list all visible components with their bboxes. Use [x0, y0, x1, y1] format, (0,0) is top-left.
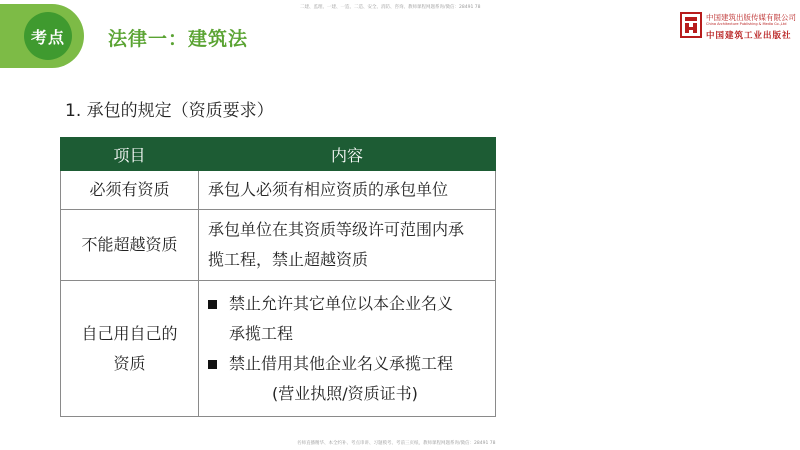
square-bullet-icon: [208, 300, 217, 309]
bullet-text: 禁止借用其他企业名义承揽工程: [229, 353, 454, 373]
content-line: 承包单位在其资质等级许可范围内承: [208, 220, 465, 239]
bottom-watermark: 名师直播精华、本全约补、考点串讲、习题模考、考前三页纸，教师课程网题系询/微信：28491 78: [297, 441, 496, 446]
bullet-note: (营业执照/资质证书): [272, 383, 418, 403]
page-title: 法律一：建筑法: [108, 28, 249, 50]
publisher-name: 中国建筑工业出版社: [706, 31, 792, 41]
column-header-content: 内容: [199, 138, 496, 171]
section-heading: 1. 承包的规定（资质要求）: [65, 101, 274, 121]
bullet-item: [208, 289, 487, 319]
publisher-name-cn: 中国建筑出版传媒有限公司: [706, 13, 796, 22]
table-cell-content: 承包人必须有相应资质的承包单位: [199, 171, 496, 210]
table-row: [61, 171, 496, 210]
table-cell-content: [199, 281, 496, 417]
content-line: 揽工程，禁止超越资质: [208, 250, 369, 269]
bullet-continuation: 承揽工程: [229, 323, 294, 343]
square-bullet-icon: [208, 360, 217, 369]
table-cell-item: 不能超越资质: [61, 210, 199, 281]
top-watermark: 二建、监理、一建、一造、二造、安全、消防、咨询、教师课程网题系询/微信：28491 78: [300, 5, 481, 10]
table-row: [61, 281, 496, 417]
table-cell-item: [61, 281, 199, 417]
item-line: 自己用自己的: [81, 323, 178, 343]
column-header-item: 项目: [61, 138, 199, 171]
table-cell-content: [199, 210, 496, 281]
publisher-logo-icon: [680, 12, 702, 38]
topic-badge: 考点: [24, 12, 72, 60]
qualification-table: [60, 137, 496, 417]
table-header-row: [61, 138, 496, 171]
publisher-logo: [680, 10, 796, 44]
table-row: [61, 210, 496, 281]
bullet-text: 禁止允许其它单位以本企业名义: [229, 293, 454, 313]
bullet-item: [208, 349, 487, 379]
table-cell-item: 必须有资质: [61, 171, 199, 210]
publisher-name-en: China Architecture Publishing & Media Co.,Ltd: [706, 22, 787, 26]
item-line: 资质: [113, 353, 146, 373]
